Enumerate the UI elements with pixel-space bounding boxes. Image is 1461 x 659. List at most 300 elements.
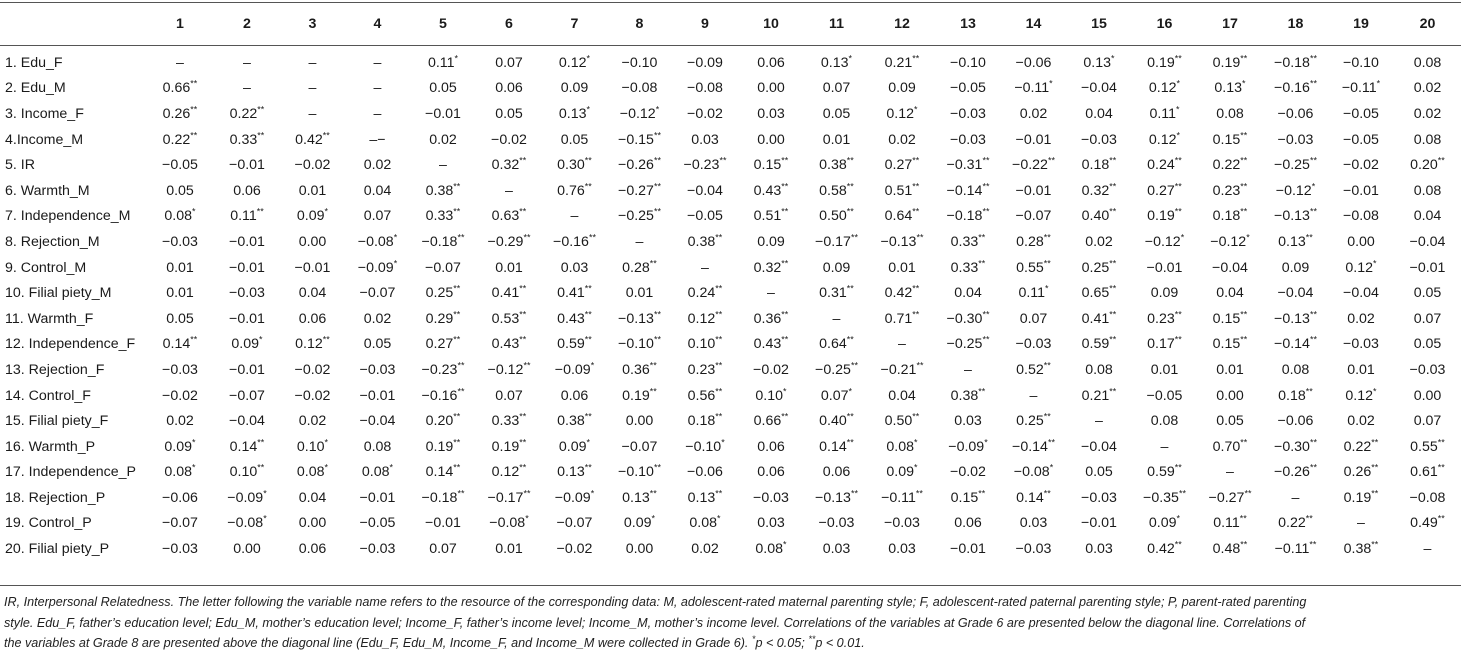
significance-mark: ** bbox=[1047, 436, 1055, 447]
table-cell: 0.03 bbox=[1085, 541, 1113, 558]
cell-value: 0.38 bbox=[819, 157, 847, 174]
table-cell: −0.09 bbox=[687, 54, 723, 71]
row-label: 2. Edu_M bbox=[5, 80, 66, 97]
table-cell bbox=[1394, 434, 1461, 460]
table-cell: −0.01 bbox=[950, 541, 986, 558]
table-cell: 0.03 bbox=[691, 131, 719, 148]
table-cell bbox=[280, 204, 345, 230]
table-cell: 0.02 bbox=[429, 131, 457, 148]
table-cell: −0.01 bbox=[359, 387, 396, 404]
significance-mark: * bbox=[393, 257, 398, 268]
cell-value: 0.13 bbox=[1083, 54, 1112, 71]
significance-mark: * bbox=[590, 360, 595, 371]
table-cell: – bbox=[1291, 489, 1300, 506]
table-cell: – bbox=[1160, 438, 1169, 455]
cell-value: 0.09 bbox=[296, 208, 325, 225]
cell-value: 0.38 bbox=[425, 182, 454, 199]
cell-value: 0.28 bbox=[1016, 233, 1044, 250]
significance-mark: ** bbox=[850, 360, 858, 371]
table-cell bbox=[1197, 485, 1263, 511]
significance-mark: ** bbox=[846, 334, 854, 345]
significance-mark: ** bbox=[519, 309, 527, 319]
cell-value: 0.36 bbox=[753, 310, 782, 327]
column-header: 9 bbox=[701, 15, 709, 32]
significance-mark: ** bbox=[1109, 334, 1117, 345]
cell-value: 0.43 bbox=[557, 310, 585, 327]
significance-mark: * bbox=[1242, 78, 1246, 89]
table-cell: 0.05 bbox=[560, 131, 589, 148]
table-cell: 0.03 bbox=[822, 541, 851, 558]
cell-value: −0.26 bbox=[618, 157, 654, 174]
cell-value: 0.19 bbox=[425, 438, 454, 455]
table-cell bbox=[410, 332, 476, 358]
cell-value: 0.23 bbox=[1212, 182, 1241, 199]
significance-mark: ** bbox=[1240, 155, 1248, 166]
bottom-rule bbox=[0, 585, 1461, 586]
table-cell bbox=[1263, 383, 1328, 409]
table-cell bbox=[1263, 229, 1328, 255]
table-cell: – bbox=[964, 361, 972, 378]
cell-value: −0.30 bbox=[1274, 438, 1310, 455]
table-cell bbox=[1263, 76, 1328, 102]
table-cell: −0.07 bbox=[1015, 208, 1052, 225]
cell-value: 0.09 bbox=[886, 464, 915, 481]
significance-mark: ** bbox=[846, 283, 854, 294]
cell-value: 0.13 bbox=[820, 54, 849, 71]
cell-value: −0.35 bbox=[1143, 489, 1179, 506]
significance-mark: ** bbox=[649, 385, 657, 396]
cell-value: 0.13 bbox=[687, 489, 716, 506]
column-header: 18 bbox=[1287, 15, 1304, 32]
table-cell bbox=[869, 101, 935, 127]
cell-value: 0.30 bbox=[557, 157, 585, 174]
table-cell bbox=[410, 434, 476, 460]
table-cell bbox=[146, 127, 214, 153]
table-cell bbox=[476, 511, 542, 537]
table-cell: −0.06 bbox=[1277, 413, 1314, 430]
significance-mark: ** bbox=[519, 206, 527, 217]
cell-value: −0.12 bbox=[1144, 233, 1181, 250]
table-row bbox=[0, 511, 1461, 537]
table-cell: −0.02 bbox=[491, 131, 527, 148]
table-cell: −0.06 bbox=[1277, 105, 1314, 122]
table-cell bbox=[1001, 280, 1066, 306]
table-cell: 0.05 bbox=[166, 182, 194, 199]
significance-mark: ** bbox=[1043, 360, 1051, 371]
table-cell bbox=[1132, 101, 1197, 127]
significance-mark: ** bbox=[584, 309, 592, 319]
table-cell bbox=[1197, 306, 1263, 332]
table-cell: – bbox=[308, 80, 317, 97]
table-cell: – bbox=[505, 182, 513, 199]
cell-value: 0.15 bbox=[753, 157, 782, 174]
cell-value: −0.26 bbox=[1274, 464, 1310, 481]
table-cell bbox=[1263, 536, 1328, 562]
column-header: 2 bbox=[243, 15, 251, 32]
cell-value: 0.21 bbox=[1081, 387, 1110, 404]
table-cell: 0.04 bbox=[1216, 285, 1244, 302]
cell-value: 0.26 bbox=[162, 105, 191, 122]
table-row bbox=[0, 460, 1461, 486]
cell-value: 0.19 bbox=[622, 387, 650, 404]
cell-value: 0.13 bbox=[558, 105, 587, 122]
cell-value: 0.23 bbox=[1147, 310, 1175, 327]
cell-value: 0.52 bbox=[1016, 361, 1044, 378]
table-cell: 0.03 bbox=[888, 541, 916, 558]
significance-mark: ** bbox=[1109, 283, 1117, 294]
table-cell: – bbox=[1095, 413, 1103, 430]
table-cell bbox=[476, 152, 542, 178]
table-cell: 0.09 bbox=[1150, 285, 1179, 302]
table-cell bbox=[672, 485, 738, 511]
significance-mark: ** bbox=[653, 206, 661, 217]
table-cell: −0.03 bbox=[1081, 489, 1117, 506]
table-cell: 0.08 bbox=[1085, 361, 1113, 378]
table-cell bbox=[214, 204, 280, 230]
table-cell bbox=[214, 434, 280, 460]
table-cell bbox=[607, 152, 672, 178]
cell-value: 0.76 bbox=[557, 182, 585, 199]
table-cell: 0.07 bbox=[363, 208, 392, 225]
table-cell: 0.00 bbox=[298, 233, 327, 250]
table-cell: – bbox=[832, 310, 841, 327]
table-cell bbox=[607, 255, 672, 281]
cell-value: 0.11 bbox=[1018, 285, 1046, 302]
table-cell bbox=[1001, 229, 1066, 255]
table-cell: −0.01 bbox=[229, 310, 265, 327]
table-cell: −0.02 bbox=[753, 361, 789, 378]
cell-value: 0.20 bbox=[425, 413, 454, 430]
table-cell bbox=[542, 408, 607, 434]
significance-mark: * bbox=[914, 436, 918, 447]
table-cell bbox=[672, 229, 738, 255]
table-cell bbox=[1328, 460, 1394, 486]
table-cell bbox=[804, 280, 869, 306]
significance-mark: ** bbox=[715, 334, 723, 345]
significance-mark: ** bbox=[1437, 436, 1445, 447]
significance-mark: ** bbox=[1240, 53, 1248, 64]
table-cell: −0.03 bbox=[359, 541, 396, 558]
significance-mark: ** bbox=[1174, 181, 1182, 192]
table-cell: – bbox=[308, 54, 317, 71]
cell-value: 0.42 bbox=[884, 285, 913, 302]
table-cell bbox=[410, 280, 476, 306]
cell-value: 0.10 bbox=[755, 387, 784, 404]
cell-value: 0.51 bbox=[884, 182, 913, 199]
table-cell: 0.00 bbox=[298, 515, 327, 532]
table-cell: – bbox=[701, 259, 709, 276]
cell-value: 0.14 bbox=[819, 438, 847, 455]
significance-mark: * bbox=[1311, 181, 1316, 192]
significance-mark: ** bbox=[978, 232, 986, 243]
significance-mark: * bbox=[389, 462, 394, 473]
table-cell: – bbox=[439, 157, 447, 174]
significance-mark: ** bbox=[519, 411, 527, 422]
table-cell bbox=[869, 434, 935, 460]
table-cell: −0.05 bbox=[950, 80, 986, 97]
table-cell bbox=[542, 357, 607, 383]
cell-value: 0.38 bbox=[557, 413, 585, 430]
table-cell bbox=[1263, 41, 1328, 76]
table-cell: −0.04 bbox=[1409, 233, 1446, 250]
table-cell bbox=[935, 306, 1001, 332]
cell-value: 0.66 bbox=[162, 80, 191, 97]
cell-value: 0.18 bbox=[1278, 387, 1306, 404]
cell-value: −0.13 bbox=[618, 310, 654, 327]
column-header: 7 bbox=[570, 15, 579, 32]
significance-mark: ** bbox=[588, 232, 596, 243]
table-cell bbox=[1394, 152, 1461, 178]
table-cell: 0.02 bbox=[1019, 105, 1048, 122]
column-header: 3 bbox=[308, 15, 317, 32]
table-cell bbox=[542, 306, 607, 332]
significance-mark: ** bbox=[1240, 334, 1248, 345]
table-cell: – bbox=[243, 54, 251, 71]
significance-mark: * bbox=[324, 206, 329, 217]
cell-value: 0.38 bbox=[950, 387, 979, 404]
table-cell: 0.00 bbox=[233, 541, 261, 558]
row-label: 1. Edu_F bbox=[5, 54, 63, 71]
significance-mark: ** bbox=[257, 436, 265, 447]
cell-value: 0.19 bbox=[1147, 54, 1175, 71]
table-cell bbox=[935, 204, 1001, 230]
table-cell: −0.07 bbox=[359, 285, 396, 302]
column-header: 12 bbox=[894, 15, 910, 32]
table-cell: 0.01 bbox=[495, 259, 523, 276]
table-cell: 0.00 bbox=[1413, 387, 1442, 404]
table-cell: 0.02 bbox=[1347, 310, 1375, 327]
table-cell: 0.02 bbox=[363, 310, 392, 327]
table-cell bbox=[869, 485, 935, 511]
significance-mark: ** bbox=[1174, 462, 1182, 473]
table-cell: −0.04 bbox=[1081, 80, 1117, 97]
table-cell: 0.08 bbox=[1150, 413, 1179, 430]
table-cell bbox=[738, 204, 804, 230]
cell-value: 0.09 bbox=[623, 515, 652, 532]
significance-mark: ** bbox=[457, 488, 465, 499]
cell-value: −0.21 bbox=[880, 361, 917, 378]
table-cell: −0.03 bbox=[950, 131, 986, 148]
table-cell bbox=[804, 332, 869, 358]
row-label: 16. Warmth_P bbox=[5, 438, 96, 455]
cell-value: −0.27 bbox=[1208, 489, 1245, 506]
table-cell: 0.06 bbox=[822, 464, 851, 481]
significance-mark: * bbox=[263, 513, 267, 524]
table-cell bbox=[1066, 204, 1132, 230]
table-cell: −0.05 bbox=[687, 208, 723, 225]
column-header: 15 bbox=[1091, 15, 1107, 32]
cell-value: 0.55 bbox=[1016, 259, 1044, 276]
table-cell: −0.02 bbox=[556, 541, 593, 558]
table-cell bbox=[146, 434, 214, 460]
table-cell: −0.03 bbox=[359, 361, 396, 378]
cell-value: 0.17 bbox=[1147, 336, 1175, 353]
cell-value: −0.14 bbox=[946, 182, 983, 199]
footnote-line-2: style. Edu_F, father’s education level; Edu_M, mother’s education level; Income_F, father’s income level; Income_M, mother’s income level. Correlations of the variables at Grade 6 are presented below the diagonal line. Correlations of bbox=[4, 615, 1306, 630]
cell-value: 0.29 bbox=[425, 310, 454, 327]
significance-mark: ** bbox=[982, 206, 990, 217]
cell-value: 0.50 bbox=[884, 413, 913, 430]
cell-value: −0.25 bbox=[946, 336, 983, 353]
corner-cell bbox=[0, 6, 146, 41]
table-cell bbox=[1197, 41, 1263, 76]
significance-mark: ** bbox=[519, 462, 527, 473]
cell-value: 0.13 bbox=[622, 489, 650, 506]
table-cell bbox=[410, 178, 476, 204]
table-cell bbox=[1197, 127, 1263, 153]
significance-mark: * bbox=[751, 633, 756, 644]
significance-mark: ** bbox=[457, 360, 465, 371]
cell-value: 0.12 bbox=[1345, 387, 1374, 404]
significance-mark: ** bbox=[1047, 155, 1055, 166]
cell-value: 0.13 bbox=[557, 464, 585, 481]
significance-mark: ** bbox=[519, 283, 527, 294]
significance-mark: ** bbox=[846, 155, 854, 166]
p-threshold-01: p < 0.01. bbox=[815, 636, 865, 650]
cell-value: 0.33 bbox=[425, 208, 454, 225]
cell-value: −0.25 bbox=[815, 361, 851, 378]
cell-value: 0.66 bbox=[753, 413, 782, 430]
significance-mark: ** bbox=[781, 155, 789, 166]
table-cell: −0.01 bbox=[1015, 131, 1052, 148]
table-cell: −0.01 bbox=[294, 259, 331, 276]
significance-mark: ** bbox=[519, 334, 527, 345]
column-header: 11 bbox=[829, 15, 844, 32]
table-row bbox=[0, 178, 1461, 204]
cell-value: 0.12 bbox=[687, 310, 716, 327]
cell-value: −0.13 bbox=[815, 489, 851, 506]
table-cell bbox=[738, 306, 804, 332]
table-cell bbox=[1263, 434, 1328, 460]
table-cell: 0.08 bbox=[363, 438, 392, 455]
significance-mark: * bbox=[192, 206, 196, 217]
cell-value: 0.32 bbox=[753, 259, 782, 276]
cell-value: −0.09 bbox=[227, 489, 264, 506]
table-cell bbox=[476, 204, 542, 230]
cell-value: −0.08 bbox=[1013, 464, 1050, 481]
cell-value: −0.16 bbox=[553, 233, 589, 250]
table-cell bbox=[1263, 460, 1328, 486]
table-cell bbox=[672, 306, 738, 332]
significance-mark: ** bbox=[1437, 513, 1445, 524]
table-cell: −0.10 bbox=[1343, 54, 1379, 71]
column-header: 6 bbox=[505, 15, 513, 32]
significance-mark: * bbox=[1176, 104, 1180, 115]
table-cell: −0.01 bbox=[229, 361, 265, 378]
significance-mark: ** bbox=[453, 436, 461, 447]
table-cell: 0.00 bbox=[757, 131, 785, 148]
cell-value: −0.08 bbox=[357, 233, 394, 250]
table-cell bbox=[1066, 178, 1132, 204]
table-cell bbox=[672, 408, 738, 434]
table-cell: −0.08 bbox=[687, 80, 723, 97]
cell-value: −0.12 bbox=[487, 361, 524, 378]
table-cell: – bbox=[570, 208, 579, 225]
cell-value: 0.12 bbox=[1148, 80, 1177, 97]
table-cell: 0.01 bbox=[1216, 361, 1244, 378]
significance-mark: * bbox=[783, 385, 787, 396]
table-cell: 0.02 bbox=[363, 157, 392, 174]
cell-value: −0.09 bbox=[948, 438, 985, 455]
significance-mark: ** bbox=[1371, 462, 1379, 473]
significance-mark: ** bbox=[1109, 257, 1117, 268]
table-row bbox=[0, 204, 1461, 230]
cell-value: 0.33 bbox=[491, 413, 520, 430]
table-cell bbox=[542, 332, 607, 358]
significance-mark: ** bbox=[1309, 78, 1317, 89]
table-cell bbox=[1263, 152, 1328, 178]
table-cell: −0.08 bbox=[1343, 208, 1379, 225]
table-cell bbox=[804, 485, 869, 511]
significance-mark: ** bbox=[653, 334, 661, 345]
significance-mark: ** bbox=[781, 206, 789, 217]
significance-mark: ** bbox=[781, 334, 789, 345]
table-cell bbox=[738, 383, 804, 409]
cell-value: 0.15 bbox=[1212, 131, 1241, 148]
table-cell: 0.00 bbox=[625, 541, 654, 558]
table-cell: −0.01 bbox=[229, 157, 265, 174]
table-cell: 0.04 bbox=[298, 285, 327, 302]
significance-mark: ** bbox=[846, 181, 854, 192]
table-cell bbox=[869, 204, 935, 230]
table-cell bbox=[869, 229, 935, 255]
cell-value: 0.59 bbox=[557, 336, 585, 353]
cell-value: −0.18 bbox=[946, 208, 983, 225]
table-cell: 0.08 bbox=[1413, 182, 1442, 199]
column-header: 16 bbox=[1156, 15, 1173, 32]
table-cell: 0.08 bbox=[1413, 54, 1442, 71]
table-cell bbox=[1197, 152, 1263, 178]
table-cell: 0.07 bbox=[822, 80, 851, 97]
cell-value: 0.15 bbox=[1212, 310, 1241, 327]
table-cell bbox=[1066, 280, 1132, 306]
cell-value: 0.14 bbox=[1016, 489, 1044, 506]
cell-value: 0.33 bbox=[229, 131, 258, 148]
row-label: 12. Independence_F bbox=[5, 336, 136, 353]
cell-value: −0.10 bbox=[618, 464, 654, 481]
cell-value: 0.10 bbox=[687, 336, 716, 353]
table-cell bbox=[869, 178, 935, 204]
table-cell bbox=[607, 511, 672, 537]
table-cell bbox=[214, 101, 280, 127]
significance-mark: ** bbox=[1043, 257, 1051, 268]
cell-value: 0.40 bbox=[819, 413, 847, 430]
significance-mark: ** bbox=[257, 462, 265, 473]
table-cell bbox=[869, 41, 935, 76]
table-cell: 0.06 bbox=[954, 515, 982, 532]
table-cell: 0.00 bbox=[1216, 387, 1244, 404]
row-label: 14. Control_F bbox=[5, 387, 91, 404]
table-cell bbox=[869, 152, 935, 178]
significance-mark: ** bbox=[523, 488, 531, 499]
table-cell: 0.03 bbox=[757, 105, 785, 122]
significance-mark: ** bbox=[1174, 309, 1182, 319]
significance-mark: ** bbox=[653, 129, 661, 140]
table-cell: −0.03 bbox=[229, 285, 265, 302]
table-cell: −0.05 bbox=[1343, 131, 1379, 148]
significance-mark: ** bbox=[190, 129, 198, 140]
table-cell bbox=[410, 485, 476, 511]
cell-value: −0.18 bbox=[1274, 54, 1310, 71]
table-cell: 0.05 bbox=[1216, 413, 1244, 430]
cell-value: 0.27 bbox=[884, 157, 913, 174]
significance-mark: ** bbox=[1043, 488, 1051, 499]
table-cell bbox=[476, 460, 542, 486]
significance-mark: ** bbox=[1174, 206, 1182, 217]
row-label: 9. Control_M bbox=[5, 259, 87, 276]
table-cell bbox=[804, 434, 869, 460]
table-cell: – bbox=[373, 54, 382, 71]
